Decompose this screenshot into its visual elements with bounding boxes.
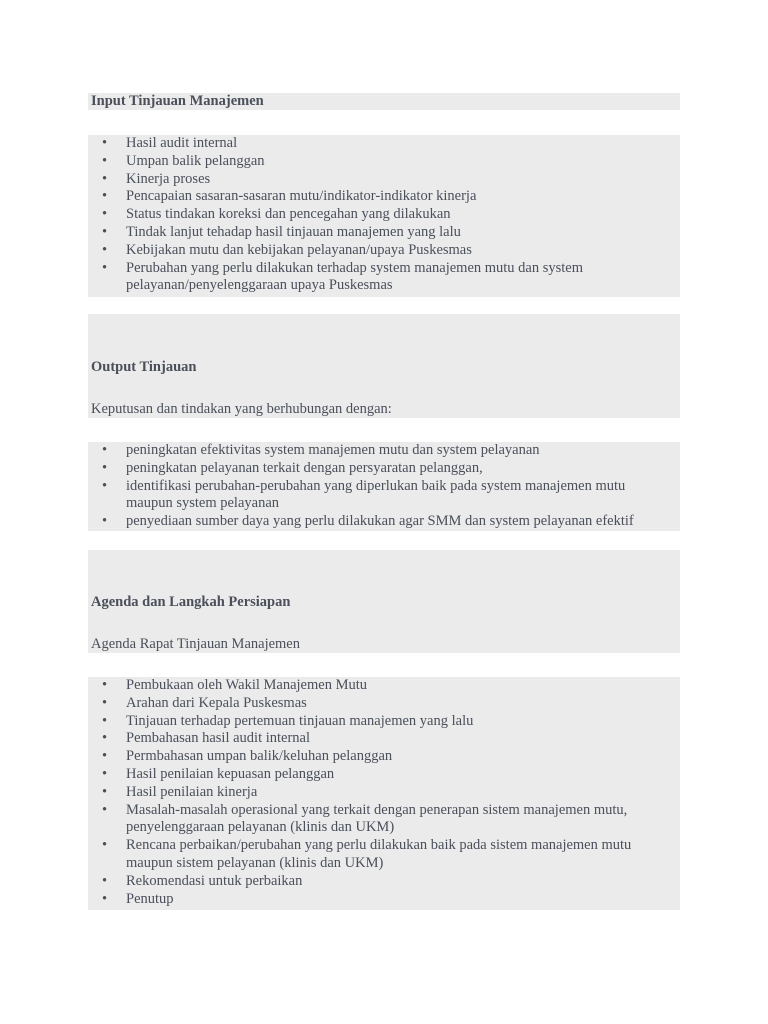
list-item: • Hasil penilaian kepuasan pelanggan	[102, 766, 680, 784]
list-item: • Hasil audit internal	[102, 135, 680, 153]
list-item: • peningkatan efektivitas system manajemen mutu dan system pelayanan	[102, 442, 680, 460]
list-item: • Tindak lanjut tehadap hasil tinjauan manajemen yang lalu	[102, 224, 680, 242]
list-item: • Masalah-masalah operasional yang terkait dengan penerapan sistem manajemen mutu, penyelenggaraan pelayanan (klinis dan UKM)	[102, 802, 680, 838]
section-heading: Agenda dan Langkah Persiapan	[91, 594, 291, 610]
list-item: • Hasil penilaian kinerja	[102, 784, 680, 802]
section-input-list-band	[88, 135, 680, 297]
list-item: • Kinerja proses	[102, 171, 680, 189]
list-item: • identifikasi perubahan-perubahan yang diperlukan baik pada system manajemen mutu maupun system pelayanan	[102, 478, 680, 514]
section-intro: Agenda Rapat Tinjauan Manajemen	[91, 636, 300, 652]
list-item: • Perubahan yang perlu dilakukan terhadap system manajemen mutu dan system pelayanan/penyelenggaraan upaya Puskesmas	[102, 260, 680, 296]
list-item: • Pembahasan hasil audit internal	[102, 730, 680, 748]
list-item: • Tinjauan terhadap pertemuan tinjauan manajemen yang lalu	[102, 713, 680, 731]
section-agenda-heading-band	[88, 550, 680, 653]
list-item: • Arahan dari Kepala Puskesmas	[102, 695, 680, 713]
section-output-list-band	[88, 442, 680, 531]
list-item: • Pembukaan oleh Wakil Manajemen Mutu	[102, 677, 680, 695]
list-item: • Status tindakan koreksi dan pencegahan yang dilakukan	[102, 206, 680, 224]
output-list	[88, 442, 680, 531]
list-item: • penyediaan sumber daya yang perlu dilakukan agar SMM dan system pelayanan efektif	[102, 513, 680, 531]
section-heading: Input Tinjauan Manajemen	[91, 93, 264, 109]
section-heading: Output Tinjauan	[91, 359, 197, 375]
section-agenda-list-band	[88, 677, 680, 910]
list-item: • Rekomendasi untuk perbaikan	[102, 873, 680, 891]
list-item: • Kebijakan mutu dan kebijakan pelayanan/upaya Puskesmas	[102, 242, 680, 260]
list-item: • peningkatan pelayanan terkait dengan persyaratan pelanggan,	[102, 460, 680, 478]
list-item: • Umpan balik pelanggan	[102, 153, 680, 171]
list-item: • Permbahasan umpan balik/keluhan pelanggan	[102, 748, 680, 766]
section-input-heading-band	[88, 93, 680, 110]
list-item: • Penutup	[102, 891, 680, 909]
section-output-heading-band	[88, 314, 680, 418]
section-intro: Keputusan dan tindakan yang berhubungan dengan:	[91, 401, 392, 417]
list-item: • Pencapaian sasaran-sasaran mutu/indikator-indikator kinerja	[102, 188, 680, 206]
input-list	[88, 135, 680, 295]
agenda-list	[88, 677, 680, 908]
list-item: • Rencana perbaikan/perubahan yang perlu dilakukan baik pada sistem manajemen mutu maupun sistem pelayanan (klinis dan UKM)	[102, 837, 680, 873]
